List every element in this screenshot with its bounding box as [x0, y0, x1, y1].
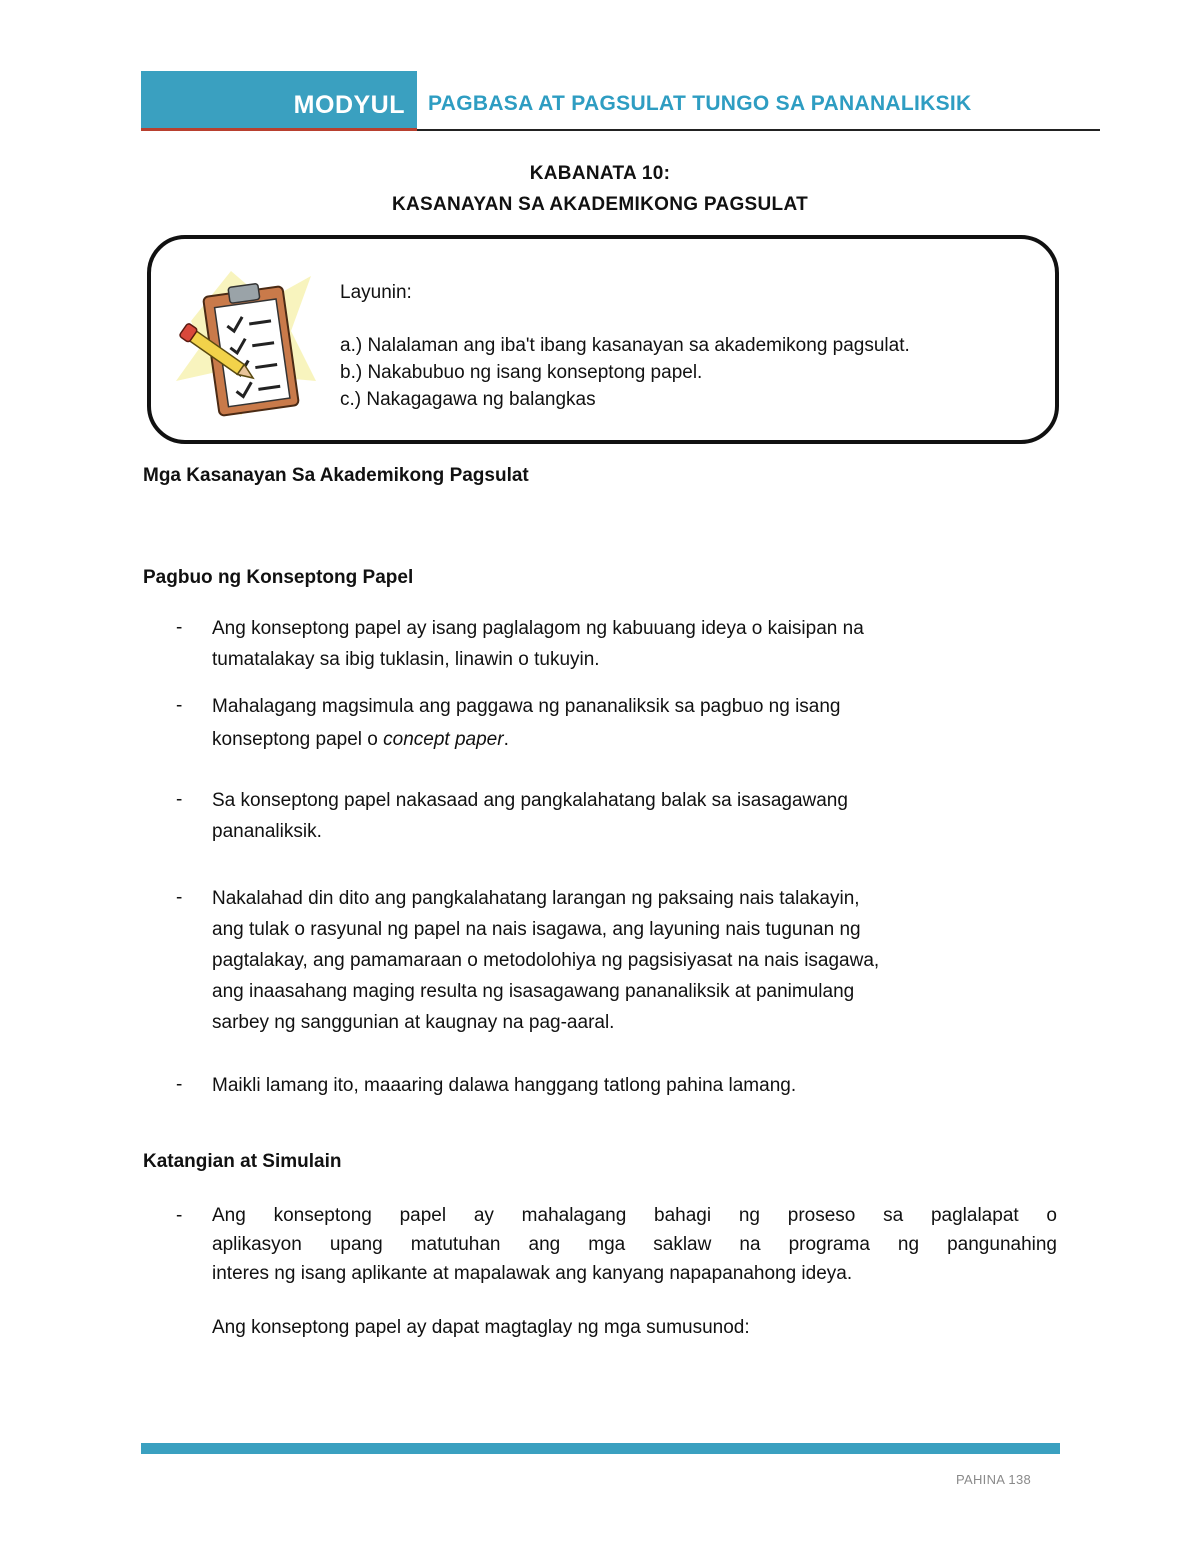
main-heading: Mga Kasanayan Sa Akademikong Pagsulat — [143, 465, 529, 486]
objective-item: c.) Nakagagawa ng balangkas — [340, 389, 596, 410]
objective-item: a.) Nalalaman ang iba't ibang kasanayan sa akademikong pagsulat. — [340, 335, 910, 356]
bullet-dash: - — [176, 1074, 183, 1095]
module-header-box — [141, 71, 417, 131]
module-label: MODYUL — [293, 91, 405, 119]
bullet-paragraph: Ang konseptong papel ay mahalagang bahagi ng proseso sa paglalapat o aplikasyon upang matutuhan ang mga saklaw na programa ng pangunahing interes ng isang aplikante at mapalawak ang kanyang napapanahong ideya. — [212, 1205, 1057, 1284]
objectives-box — [147, 235, 1059, 444]
bullet-paragraph: Sa konseptong papel nakasaad ang pangkalahatang balak sa isasagawang pananaliksik. — [212, 790, 848, 842]
bullet-dash: - — [176, 1205, 183, 1226]
objectives-heading: Layunin: — [340, 282, 412, 303]
bullet-dash: - — [176, 887, 183, 908]
bullet-paragraph: Maikli lamang ito, maaaring dalawa hanggang tatlong pahina lamang. — [212, 1075, 797, 1096]
bullet-dash: - — [176, 617, 183, 638]
section-heading: Pagbuo ng Konseptong Papel — [143, 567, 414, 588]
objective-item: b.) Nakabubuo ng isang konseptong papel. — [340, 362, 703, 383]
bullet-paragraph: Ang konseptong papel ay isang paglalagom ng kabuuang ideya o kaisipan na tumatalakay sa ibig tuklasin, linawin o tukuyin. — [212, 618, 864, 670]
footer-bar — [141, 1443, 1060, 1454]
bullet-dash: - — [176, 695, 183, 716]
italic-term: concept paper — [383, 729, 504, 750]
section-heading: Katangian at Simulain — [143, 1151, 342, 1172]
page-number: PAHINA 138 — [956, 1472, 1032, 1487]
bullet-paragraph: Nakalahad din dito ang pangkalahatang larangan ng paksaing nais talakayin, ang tulak o rasyunal ng papel na nais isagawa, ang layuning nais tugunan ng pagtalakay, ang pamamaraan o metodolohiya ng pagsisiyasat na nais isagawa, ang inaasahang maging resulta ng isasagawang pananaliksik at panimulang sarbey ng sanggunian at kaugnay na pag-aaral. — [212, 888, 880, 1033]
bullet-paragraph: Mahalagang magsimula ang paggawa ng pananaliksik sa pagbuo ng isang konseptong papel o concept paper. — [212, 696, 841, 750]
chapter-number: KABANATA 10: — [529, 163, 671, 184]
course-title: PAGBASA AT PAGSULAT TUNGO SA PANANALIKSIK — [428, 92, 972, 115]
header-accent-rule — [141, 128, 417, 131]
chapter-title: KASANAYAN SA AKADEMIKONG PAGSULAT — [392, 194, 808, 215]
bullet-dash: - — [176, 789, 183, 810]
header-rule — [417, 129, 1100, 131]
followup-paragraph: Ang konseptong papel ay dapat magtaglay ng mga sumusunod: — [212, 1317, 750, 1338]
clipboard-checklist-icon — [171, 261, 321, 421]
